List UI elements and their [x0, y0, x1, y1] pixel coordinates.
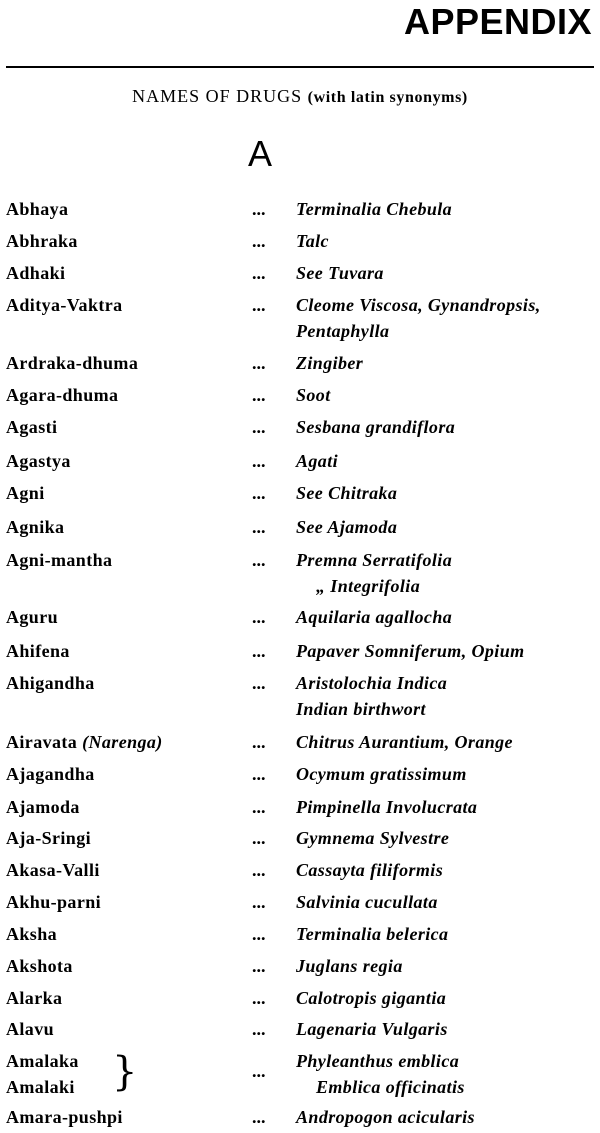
leader-dots: ... [252, 483, 266, 503]
latin-synonym: Aquilaria agallocha [296, 607, 453, 627]
grouping-brace: } [112, 1049, 138, 1095]
drug-name: Aksha [6, 924, 58, 944]
latin-synonym: See Tuvara [296, 263, 384, 283]
latin-synonym: Cassayta filiformis [296, 860, 444, 880]
latin-synonym: See Chitraka [296, 483, 398, 503]
leader-dots: ... [252, 860, 266, 880]
latin-synonym: Terminalia belerica [296, 924, 449, 944]
drug-name: Aja-Sringi [6, 828, 91, 848]
drug-name: Ajamoda [6, 797, 80, 817]
leader-dots: ... [252, 385, 266, 405]
synonym-line-1: Phyleanthus emblica [296, 1051, 460, 1071]
leader-dots: ... [252, 1107, 266, 1127]
synonym-line-2: Pentaphylla [296, 321, 390, 341]
section-letter: A [247, 133, 272, 174]
latin-synonym [296, 1048, 465, 1100]
leader-dots: ... [252, 1019, 266, 1039]
drug-name: Agara-dhuma [6, 385, 119, 405]
drug-name: Adhaki [6, 263, 66, 283]
drug-name: Akshota [6, 956, 73, 976]
drug-name-line-2: Amalaki [6, 1077, 75, 1097]
drug-name: Amara-pushpi [6, 1107, 123, 1127]
drug-name: Alarka [6, 988, 63, 1008]
drug-name: Alavu [6, 1019, 55, 1039]
leader-dots: ... [252, 892, 266, 912]
latin-synonym: Talc [296, 231, 329, 251]
leader-dots: ... [252, 550, 266, 570]
drug-name: Ahifena [6, 641, 70, 661]
latin-synonym: Papaver Somniferum, Opium [296, 641, 525, 661]
latin-synonym: Lagenaria Vulgaris [296, 1019, 448, 1039]
leader-dots: ... [252, 353, 266, 373]
drug-name: Aguru [6, 607, 59, 627]
drug-name: Akhu-parni [6, 892, 102, 912]
latin-synonym [296, 547, 452, 599]
drug-name: Agni [6, 483, 45, 503]
subtitle-main: NAMES OF DRUGS [132, 86, 303, 106]
latin-synonym: Ocymum gratissimum [296, 764, 467, 784]
drug-name [6, 1048, 79, 1100]
leader-dots: ... [252, 451, 266, 471]
drug-name: Agni-mantha [6, 550, 113, 570]
drug-name [6, 729, 163, 755]
drug-name: Agasti [6, 417, 58, 437]
title-rule [6, 66, 594, 68]
latin-synonym: Sesbana grandiflora [296, 417, 456, 437]
drug-name: Ajagandha [6, 764, 95, 784]
leader-dots: ... [252, 797, 266, 817]
drug-name: Agnika [6, 517, 65, 537]
drug-name: Akasa-Valli [6, 860, 100, 880]
latin-synonym: Salvinia cucullata [296, 892, 438, 912]
synonym-line-1: Premna Serratifolia [296, 550, 453, 570]
latin-synonym: Zingiber [296, 353, 364, 373]
drug-name: Abhaya [6, 199, 69, 219]
drug-name-line-1: Amalaka [6, 1051, 79, 1071]
synonym-line-1: Cleome Viscosa, Gynandropsis, [296, 295, 541, 315]
leader-dots: ... [252, 199, 266, 219]
leader-dots: ... [252, 956, 266, 976]
latin-synonym: Chitrus Aurantium, Orange [296, 732, 513, 752]
drug-name: Aditya-Vaktra [6, 295, 123, 315]
leader-dots: ... [252, 764, 266, 784]
latin-synonym: Calotropis gigantia [296, 988, 447, 1008]
latin-synonym: Terminalia Chebula [296, 199, 453, 219]
drug-name: Abhraka [6, 231, 78, 251]
leader-dots: ... [252, 417, 266, 437]
subtitle-paren: (with latin synonyms) [307, 89, 468, 106]
latin-synonym: Juglans regia [296, 956, 403, 976]
latin-synonym: Agati [296, 451, 339, 471]
page-title: APPENDIX [403, 1, 592, 42]
latin-synonym: Gymnema Sylvestre [296, 828, 450, 848]
leader-dots: ... [252, 231, 266, 251]
drug-name-main: Airavata [6, 732, 78, 752]
drug-name: Agastya [6, 451, 71, 471]
synonym-line-2: Indian birthwort [296, 699, 426, 719]
leader-dots: ... [252, 1061, 266, 1081]
synonym-line-2: Emblica officinatis [316, 1077, 465, 1097]
latin-synonym: Soot [296, 385, 331, 405]
section-subtitle [0, 84, 600, 110]
latin-synonym [296, 292, 541, 344]
leader-dots: ... [252, 732, 266, 752]
leader-dots: ... [252, 517, 266, 537]
leader-dots: ... [252, 607, 266, 627]
leader-dots: ... [252, 295, 266, 315]
leader-dots: ... [252, 641, 266, 661]
latin-synonym: Pimpinella Involucrata [296, 797, 478, 817]
latin-synonym: See Ajamoda [296, 517, 398, 537]
drug-name-alt: (Narenga) [82, 732, 163, 752]
latin-synonym [296, 670, 447, 722]
leader-dots: ... [252, 673, 266, 693]
leader-dots: ... [252, 924, 266, 944]
synonym-line-2: „ Integrifolia [316, 576, 421, 596]
leader-dots: ... [252, 828, 266, 848]
drug-name: Ardraka-dhuma [6, 353, 139, 373]
leader-dots: ... [252, 988, 266, 1008]
leader-dots: ... [252, 263, 266, 283]
synonym-line-1: Aristolochia Indica [296, 673, 448, 693]
latin-synonym: Andropogon acicularis [296, 1107, 475, 1127]
drug-name: Ahigandha [6, 673, 95, 693]
